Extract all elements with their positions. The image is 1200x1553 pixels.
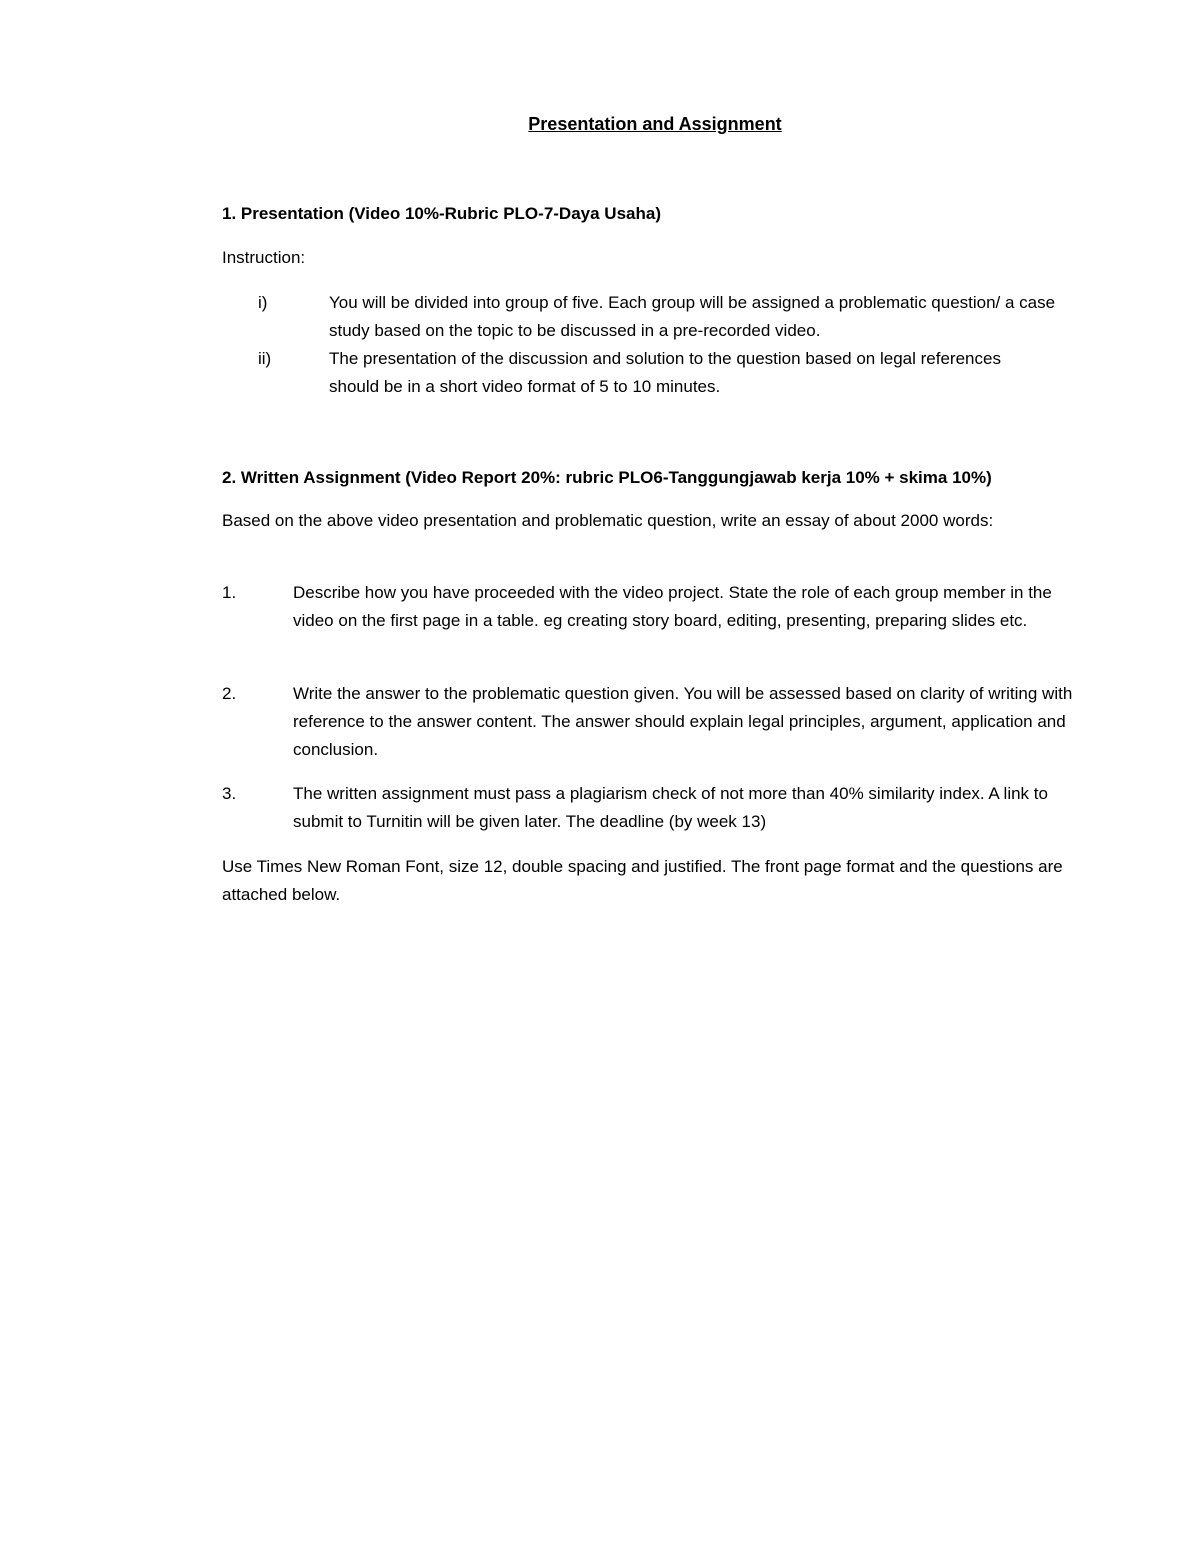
list-item xyxy=(293,680,1083,764)
list-item-marker: 1. xyxy=(222,583,237,602)
list-item xyxy=(293,780,1053,836)
list-item-marker: 2. xyxy=(222,684,237,703)
list-item-text: Describe how you have proceeded with the video project. State the role of each group member in the video on the first page in a table. eg creating story board, editing, presenting, preparing slides etc. xyxy=(293,583,1052,630)
page-title: Presentation and Assignment xyxy=(528,114,782,134)
list-item-text: The presentation of the discussion and solution to the question based on legal references should be in a short video format of 5 to 10 minutes. xyxy=(329,349,1001,396)
list-item xyxy=(329,345,1029,401)
closing-paragraph: Use Times New Roman Font, size 12, double spacing and justified. The front page format and the questions are attached below. xyxy=(222,857,1063,904)
section-2-heading: 2. Written Assignment (Video Report 20%: rubric PLO6-Tanggungjawab kerja 10% + skima 10%) xyxy=(222,468,992,487)
list-item-text: You will be divided into group of five. Each group will be assigned a problematic question/ a case study based on the topic to be discussed in a pre-recorded video. xyxy=(329,293,1056,340)
list-item-marker: i) xyxy=(258,293,268,312)
list-item xyxy=(329,289,1069,345)
section-2-intro: Based on the above video presentation and problematic question, write an essay of about 2000 words: xyxy=(222,511,994,530)
list-item-marker: 3. xyxy=(222,784,237,803)
instruction-label: Instruction: xyxy=(222,248,306,267)
list-item xyxy=(293,579,1063,635)
list-item-text: Write the answer to the problematic question given. You will be assessed based on clarity of writing with reference to the answer content. The answer should explain legal principles, argument, application and conclusion. xyxy=(293,684,1073,759)
list-item-text: The written assignment must pass a plagiarism check of not more than 40% similarity index. A link to submit to Turnitin will be given later. The deadline (by week 13) xyxy=(293,784,1048,831)
list-item-marker: ii) xyxy=(258,349,272,368)
section-1-heading: 1. Presentation (Video 10%-Rubric PLO-7-Daya Usaha) xyxy=(222,204,661,223)
